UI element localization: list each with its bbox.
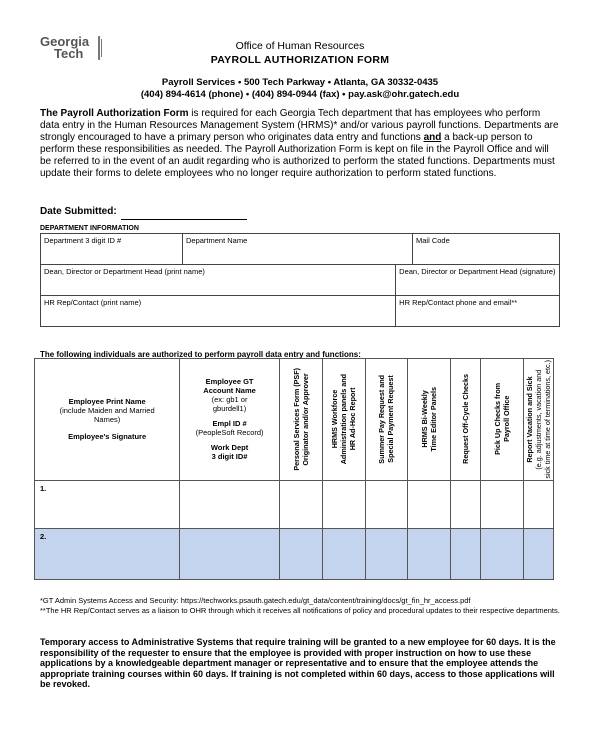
row1-offcycle-cell[interactable] [451, 480, 481, 528]
col-gt-l1: Employee GT [205, 377, 254, 387]
col-gt-l7: Work Dept [210, 443, 249, 453]
row2-pickup-cell[interactable] [481, 528, 524, 579]
fn-hrms-l1: HRMS Workforce [330, 390, 340, 449]
col-gt-l8: 3 digit ID# [211, 452, 248, 462]
fn-vacation-l2: (e.g. adjustments, vacation and [534, 369, 543, 470]
date-submitted-field[interactable] [121, 208, 247, 220]
department-heading: DEPARTMENT INFORMATION [40, 225, 139, 232]
col-employee-header [35, 359, 180, 481]
intro-text-1: is required for each Georgia Tech department that has employees who perform data entry in the Human Resources Management System (HRMS)* and/or various payroll functions. Departments are strongly encouraged to have a primary person who originates data entry and functions [40, 108, 559, 143]
fn-biweekly-l1: HRMS Bi-Weekly [420, 390, 430, 449]
row2-gt-cell[interactable] [180, 528, 280, 579]
col-gt-l6: (PeopleSoft Record) [195, 428, 264, 438]
row-number: 2. [40, 531, 47, 541]
intro-lead: The Payroll Authorization Form [40, 108, 189, 119]
fn-vacation-l3: sick time at time of terminations, etc.) [543, 360, 552, 479]
row2-vacation-cell[interactable] [524, 528, 554, 579]
mail-code-field[interactable] [413, 234, 560, 265]
row1-psf-cell[interactable] [279, 480, 322, 528]
intro-paragraph [40, 108, 560, 180]
row-number: 1. [40, 483, 47, 493]
table-row [35, 480, 554, 528]
col-employee-name: Employee Print Name [68, 397, 146, 407]
row2-offcycle-cell[interactable] [451, 528, 481, 579]
col-function-offcycle [451, 359, 481, 481]
address-line: Payroll Services • 500 Tech Parkway • Atlanta, GA 30332-0435 [161, 77, 439, 88]
dept-id-field[interactable] [41, 234, 183, 265]
fn-vacation-l1: Report Vacation and Sick [525, 376, 534, 463]
logo-line-1: Georgia [40, 34, 90, 49]
logo-line-2: Tech [54, 46, 84, 61]
col-employee-signature: Employee's Signature [68, 432, 147, 442]
dean-signature-label: Dean, Director or Department Head (signature) [399, 267, 556, 276]
fn-hrms-l2: Administration panels and [339, 374, 349, 465]
col-gt-l4: gburdell1) [212, 404, 247, 414]
fn-psf-l2: Originator and/or Approver [300, 373, 310, 466]
col-function-vacation [524, 359, 554, 481]
mail-code-label: Mail Code [416, 236, 450, 245]
intro-and: and [423, 132, 442, 143]
footnote-hr-rep: **The HR Rep/Contact serves as a liaison to OHR through which it receives all notifications of policy and procedural updates to their respective departments. [40, 606, 560, 615]
dean-name-field[interactable] [41, 265, 396, 296]
date-submitted [40, 206, 247, 220]
fn-hrms-l3: HR Ad-Hoc Report [348, 387, 358, 451]
col-function-summer-pay [365, 359, 408, 481]
row2-psf-cell[interactable] [279, 528, 322, 579]
row1-summer-cell[interactable] [365, 480, 408, 528]
row2-summer-cell[interactable] [365, 528, 408, 579]
dean-name-label: Dean, Director or Department Head (print name) [44, 267, 205, 276]
row1-gt-cell[interactable] [180, 480, 280, 528]
dept-name-label: Department Name [186, 236, 248, 245]
hr-rep-phone-field[interactable] [396, 296, 560, 327]
dept-name-field[interactable] [183, 234, 413, 265]
hr-rep-name-field[interactable] [41, 296, 396, 327]
col-function-pickup [481, 359, 524, 481]
intro-text-2: a back-up person to perform these responsibilities as needed. The Payroll Authorization Form is kept on file in the Payroll Office and will be referred to in the event of an audit regarding who is authorized to perform the stated functions. Departments must update their forms to delete employees who no longer require authorization to perform stated functions. [40, 132, 555, 179]
fn-summer-l2: Special Payment Request [386, 375, 396, 464]
date-submitted-label: Date Submitted: [40, 206, 117, 217]
contact-line: (404) 894-4614 (phone) • (404) 894-0944 (fax) • pay.ask@ohr.gatech.edu [140, 89, 460, 100]
authorized-heading: The following individuals are authorized to perform payroll data entry and functions: [40, 350, 361, 359]
col-function-psf [279, 359, 322, 481]
row1-hrms-cell[interactable] [322, 480, 365, 528]
office-name: Office of Human Resources [235, 40, 365, 52]
col-employee-note1: (include Maiden and Married [59, 406, 155, 416]
temporary-access-notice: Temporary access to Administrative Systems that require training will be granted to a new employee for 60 days. It is the responsibility of the requester to ensure that the employee is provided with proper instruction on how to use these applications by a knowledgeable department manager or representative and to ensure that the employee attends the appropriate training courses within 60 days. If training is not completed within 60 days, access to those applications will be revoked. [40, 637, 556, 690]
dean-signature-field[interactable] [396, 265, 560, 296]
col-gt-l5: Empl ID # [212, 419, 247, 429]
col-function-hrms-workforce [322, 359, 365, 481]
row2-biweekly-cell[interactable] [408, 528, 451, 579]
form-title: PAYROLL AUTHORIZATION FORM [210, 54, 390, 66]
fn-pickup-l1: Pick Up Checks from [493, 383, 503, 456]
fn-pickup-l2: Payroll Office [502, 396, 512, 443]
fn-biweekly-l2: Time Editor Panels [429, 387, 439, 452]
dept-id-label: Department 3 digit ID # [44, 236, 122, 245]
col-employee-note2: Names) [94, 415, 121, 425]
row1-employee-cell[interactable] [35, 480, 180, 528]
row1-vacation-cell[interactable] [524, 480, 554, 528]
row2-hrms-cell[interactable] [322, 528, 365, 579]
row1-pickup-cell[interactable] [481, 480, 524, 528]
table-row [35, 528, 554, 579]
fn-offcycle-l1: Request Off-Cycle Checks [461, 374, 471, 465]
col-gt-l2: Account Name [203, 386, 256, 396]
col-function-biweekly [408, 359, 451, 481]
row1-biweekly-cell[interactable] [408, 480, 451, 528]
col-gt-l3: (ex: gb1 or [211, 395, 248, 405]
authorized-table [34, 358, 554, 580]
hr-rep-name-label: HR Rep/Contact (print name) [44, 298, 142, 307]
footnote-access: *GT Admin Systems Access and Security: https://techworks.psauth.gatech.edu/gt_data/content/training/docs/gt_fin_hr_access.pdf [40, 596, 471, 605]
fn-summer-l1: Summer Pay Request and [377, 374, 387, 464]
hr-rep-phone-label: HR Rep/Contact phone and email** [399, 298, 518, 307]
row2-employee-cell[interactable] [35, 528, 180, 579]
col-gt-header [180, 359, 280, 481]
department-table [40, 233, 560, 327]
fn-psf-l1: Personal Services Form (PSF) [291, 367, 301, 471]
